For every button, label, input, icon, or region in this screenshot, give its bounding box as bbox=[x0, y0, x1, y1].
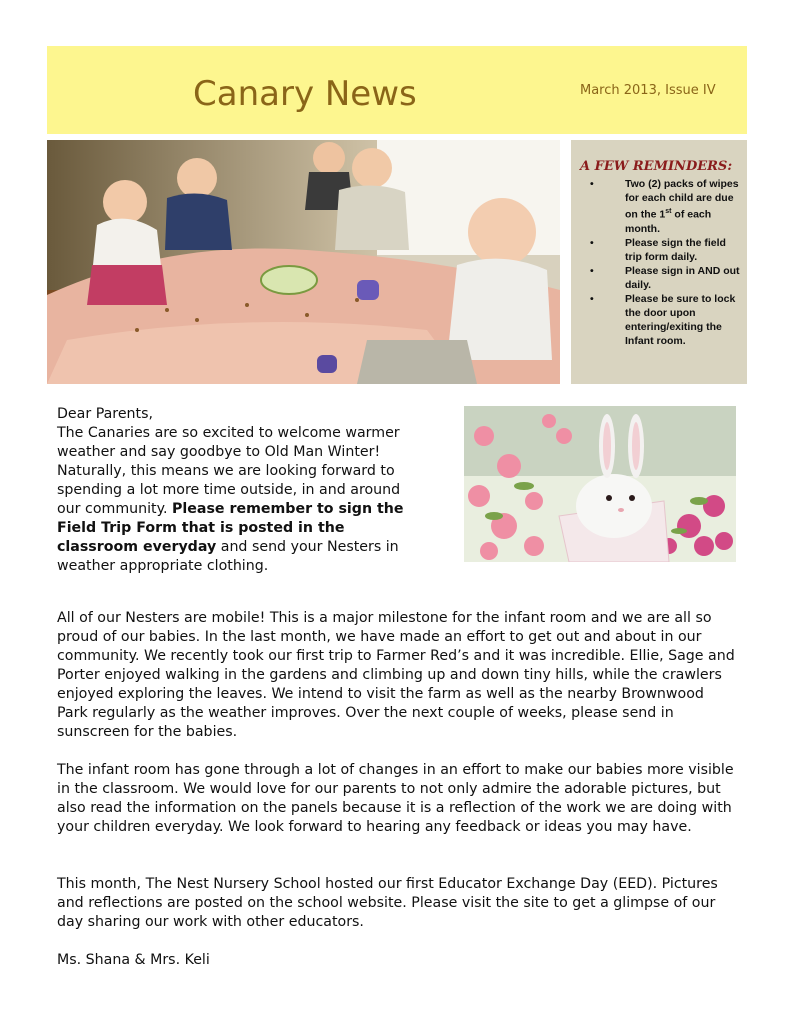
intro-text: The Canaries are so excited to welcome warmer weather and say goodbye to Old Man Winter! Naturally, this means we are looking forward to spending a lot more time outside, in and around our community. bbox=[57, 425, 401, 517]
bunny-photo bbox=[464, 406, 736, 562]
newsletter-header bbox=[47, 46, 747, 134]
signature: Ms. Shana & Mrs. Keli bbox=[57, 952, 210, 968]
reminder-item: • Please sign in AND out daily. bbox=[585, 264, 745, 292]
intro-text-end: and send your Nesters in weather appropriate clothing. bbox=[57, 539, 399, 574]
reminder-wipes-sup: st bbox=[665, 208, 672, 215]
paragraph-classroom: The infant room has gone through a lot of changes in an effort to make our babies more visible in the classroom. We would love for our parents to not only admire the adorable pictures, but also read the information on the panels because it is a reflection of the work we are doing with your children everyday. We look forward to hearing any feedback or ideas you may have. bbox=[57, 762, 734, 835]
reminder-item: • Please be sure to lock the door upon entering/exiting the Infant room. bbox=[585, 292, 745, 348]
babies-photo-illustration bbox=[47, 140, 560, 384]
intro-section bbox=[57, 405, 412, 576]
paragraph-eed: This month, The Nest Nursery School hosted our first Educator Exchange Day (EED). Pictures and reflections are posted on the school website. Please visit the site to get a glimpse of our day sharing our work with other educators. bbox=[57, 876, 718, 930]
reminders-title: A FEW REMINDERS: bbox=[580, 159, 733, 174]
reminder-item bbox=[585, 177, 745, 236]
reminders-list bbox=[585, 177, 745, 348]
reminder-wipes-text: Two (2) packs of wipes for each child are due on the 1 bbox=[625, 178, 739, 221]
newsletter-title: Canary News bbox=[193, 74, 417, 114]
bunny-photo-illustration bbox=[464, 406, 736, 562]
intro-paragraph bbox=[57, 424, 412, 576]
reminders-box bbox=[571, 140, 747, 384]
paragraph-mobile: All of our Nesters are mobile! This is a major milestone for the infant room and we are all so proud of our babies. In the last month, we have made an effort to get out and about in our community. We recently took our first trip to Farmer Red’s and it was incredible. Ellie, Sage and Porter enjoyed walking in the gardens and climbing up and down tiny hills, while the crawlers enjoyed exploring the leaves. We intend to visit the farm as well as the nearby Brownwood Park regularly as the weather improves. Over the next couple of weeks, please send in sunscreen for the babies. bbox=[57, 610, 735, 740]
reminder-wipes-text-end: of each month. bbox=[625, 208, 712, 235]
intro-bold-reminder: Please remember to sign the Field Trip Form that is posted in the classroom everyday bbox=[57, 501, 404, 555]
babies-photo bbox=[47, 140, 560, 384]
reminder-item: • Please sign the field trip form daily. bbox=[585, 236, 745, 264]
greeting: Dear Parents, bbox=[57, 406, 154, 422]
issue-date: March 2013, Issue IV bbox=[580, 83, 716, 98]
